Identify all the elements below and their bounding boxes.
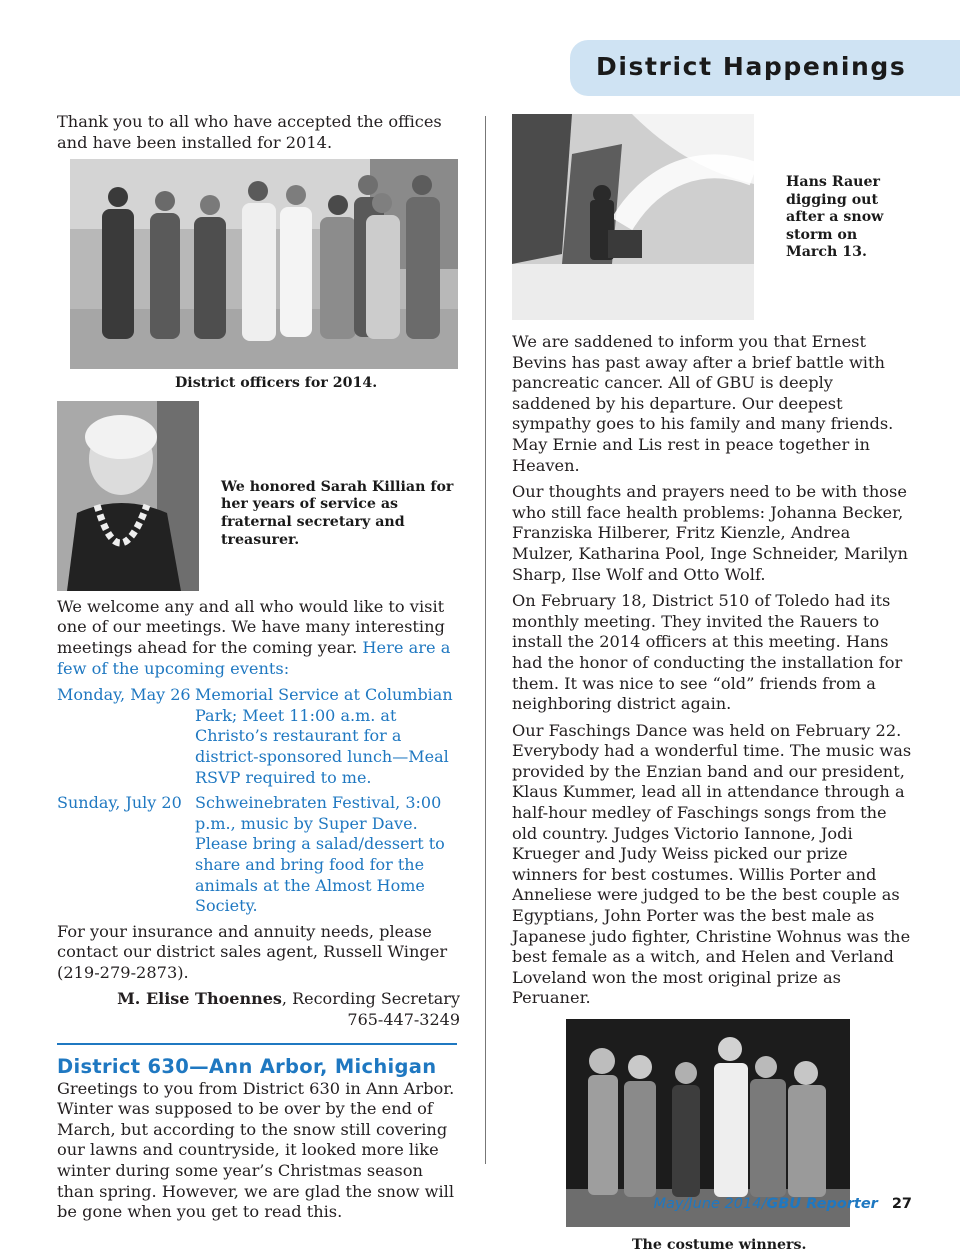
officers-photo-caption: District officers for 2014. xyxy=(175,375,378,392)
killian-photo-caption: We honored Sarah Killian for her years of service as fraternal secretary and treasurer. xyxy=(221,478,454,548)
welcome-text: We welcome any and all who would like to visit one of our meetings. We have many interesting meetings ahead for the coming year. xyxy=(57,596,445,657)
body-paragraph: Our Faschings Dance was held on February 22. Everybody had a wonderful time. The music was provided by the Enzian band and our president, Klaus Kummer, lead all in attendance through a half-hour medley of Faschings songs from the old country. Judges Victorio Iannone, Jodi Krueger and Judy Weiss picked our prize winners for best costumes. Willis Porter and Anneliese were judged to be the best couple as Egyptians, John Porter was the best male as Japanese judo fighter, Christine Wohnus was the best female as a witch, and Helen and Verland Loveland won the most original prize as Peruaner. xyxy=(512,720,912,1008)
welcome-highlight: Here are a few of the upcoming events: xyxy=(57,637,451,678)
footer-publication: GBU Reporter xyxy=(766,1196,878,1212)
snowblower-photo xyxy=(512,114,754,320)
signature-name: M. Elise Thoennes xyxy=(117,989,282,1009)
killian-photo xyxy=(57,401,199,591)
snow-section xyxy=(512,114,912,320)
section-title: District Happenings xyxy=(596,52,907,81)
signature-title: , Recording Secretary xyxy=(281,989,460,1009)
intro-paragraph: Thank you to all who have accepted the offices and have been installed for 2014. xyxy=(57,112,442,152)
welcome-paragraph xyxy=(57,597,460,679)
body-paragraph: We are saddened to inform you that Ernest Bevins has past away after a brief battle with pancreatic cancer. All of GBU is deeply saddened by his departure. Our deepest sympathy goes to his family and many friends. May Ernie and Lis rest in peace together in Heaven. xyxy=(512,332,894,475)
snowblower-caption: Hans Rauer digging out after a snow storm on March 13. xyxy=(786,174,884,261)
signature-block xyxy=(57,989,460,1030)
right-body xyxy=(512,332,912,1009)
killian-section xyxy=(57,401,460,591)
event-date: Sunday, July 20 xyxy=(57,793,182,813)
left-column xyxy=(57,112,460,1229)
event-item xyxy=(57,685,460,788)
page-number: 27 xyxy=(891,1196,912,1212)
footer-date: May/June 2014/ xyxy=(653,1196,767,1212)
body-paragraph: Our thoughts and prayers need to be with those who still face health problems: Johanna Becker, Franziska Hilberer, Fritz Kienzle, Andrea Mulzer, Katharina Pool, Inge Schneider, Marilyn Sharp, Ilse Wolf and Otto Wolf. xyxy=(512,482,908,584)
district-heading: District 630—Ann Arbor, Michigan xyxy=(57,1054,437,1078)
officers-photo xyxy=(70,159,458,369)
event-item xyxy=(57,793,460,917)
costume-photo-caption: The costume winners. xyxy=(632,1237,807,1253)
body-paragraph: On February 18, District 510 of Toledo had its monthly meeting. They invited the Rauers to install the 2014 officers at this meeting. Hans had the honor of conducting the installation for them. It was nice to see “old” friends from a neighboring district again. xyxy=(512,591,903,714)
event-description: Memorial Service at Columbian Park; Meet 11:00 a.m. at Christo’s restaurant for a district-sponsored lunch—Meal RSVP required to me. xyxy=(195,685,453,787)
greeting-paragraph: Greetings to you from District 630 in Ann Arbor. Winter was supposed to be over by the end of March, but according to the snow still covering our lawns and countryside, it looked more like winter during some year’s Christmas season than spring. However, we are glad the snow will be gone when you get to read this. xyxy=(57,1078,455,1222)
column-divider xyxy=(485,116,486,1164)
section-header-tab xyxy=(570,40,960,96)
event-date: Monday, May 26 xyxy=(57,685,191,705)
page-footer xyxy=(654,1196,913,1212)
section-divider xyxy=(57,1043,457,1045)
right-column xyxy=(512,114,912,1255)
insurance-paragraph: For your insurance and annuity needs, please contact our district sales agent, Russell Winger (219-279-2873). xyxy=(57,921,448,982)
event-description: Schweinebraten Festival, 3:00 p.m., music by Super Dave. Please bring a salad/dessert to share and bring food for the animals at the Almost Home Society. xyxy=(195,793,445,916)
signature-phone: 765-447-3249 xyxy=(347,1010,460,1030)
